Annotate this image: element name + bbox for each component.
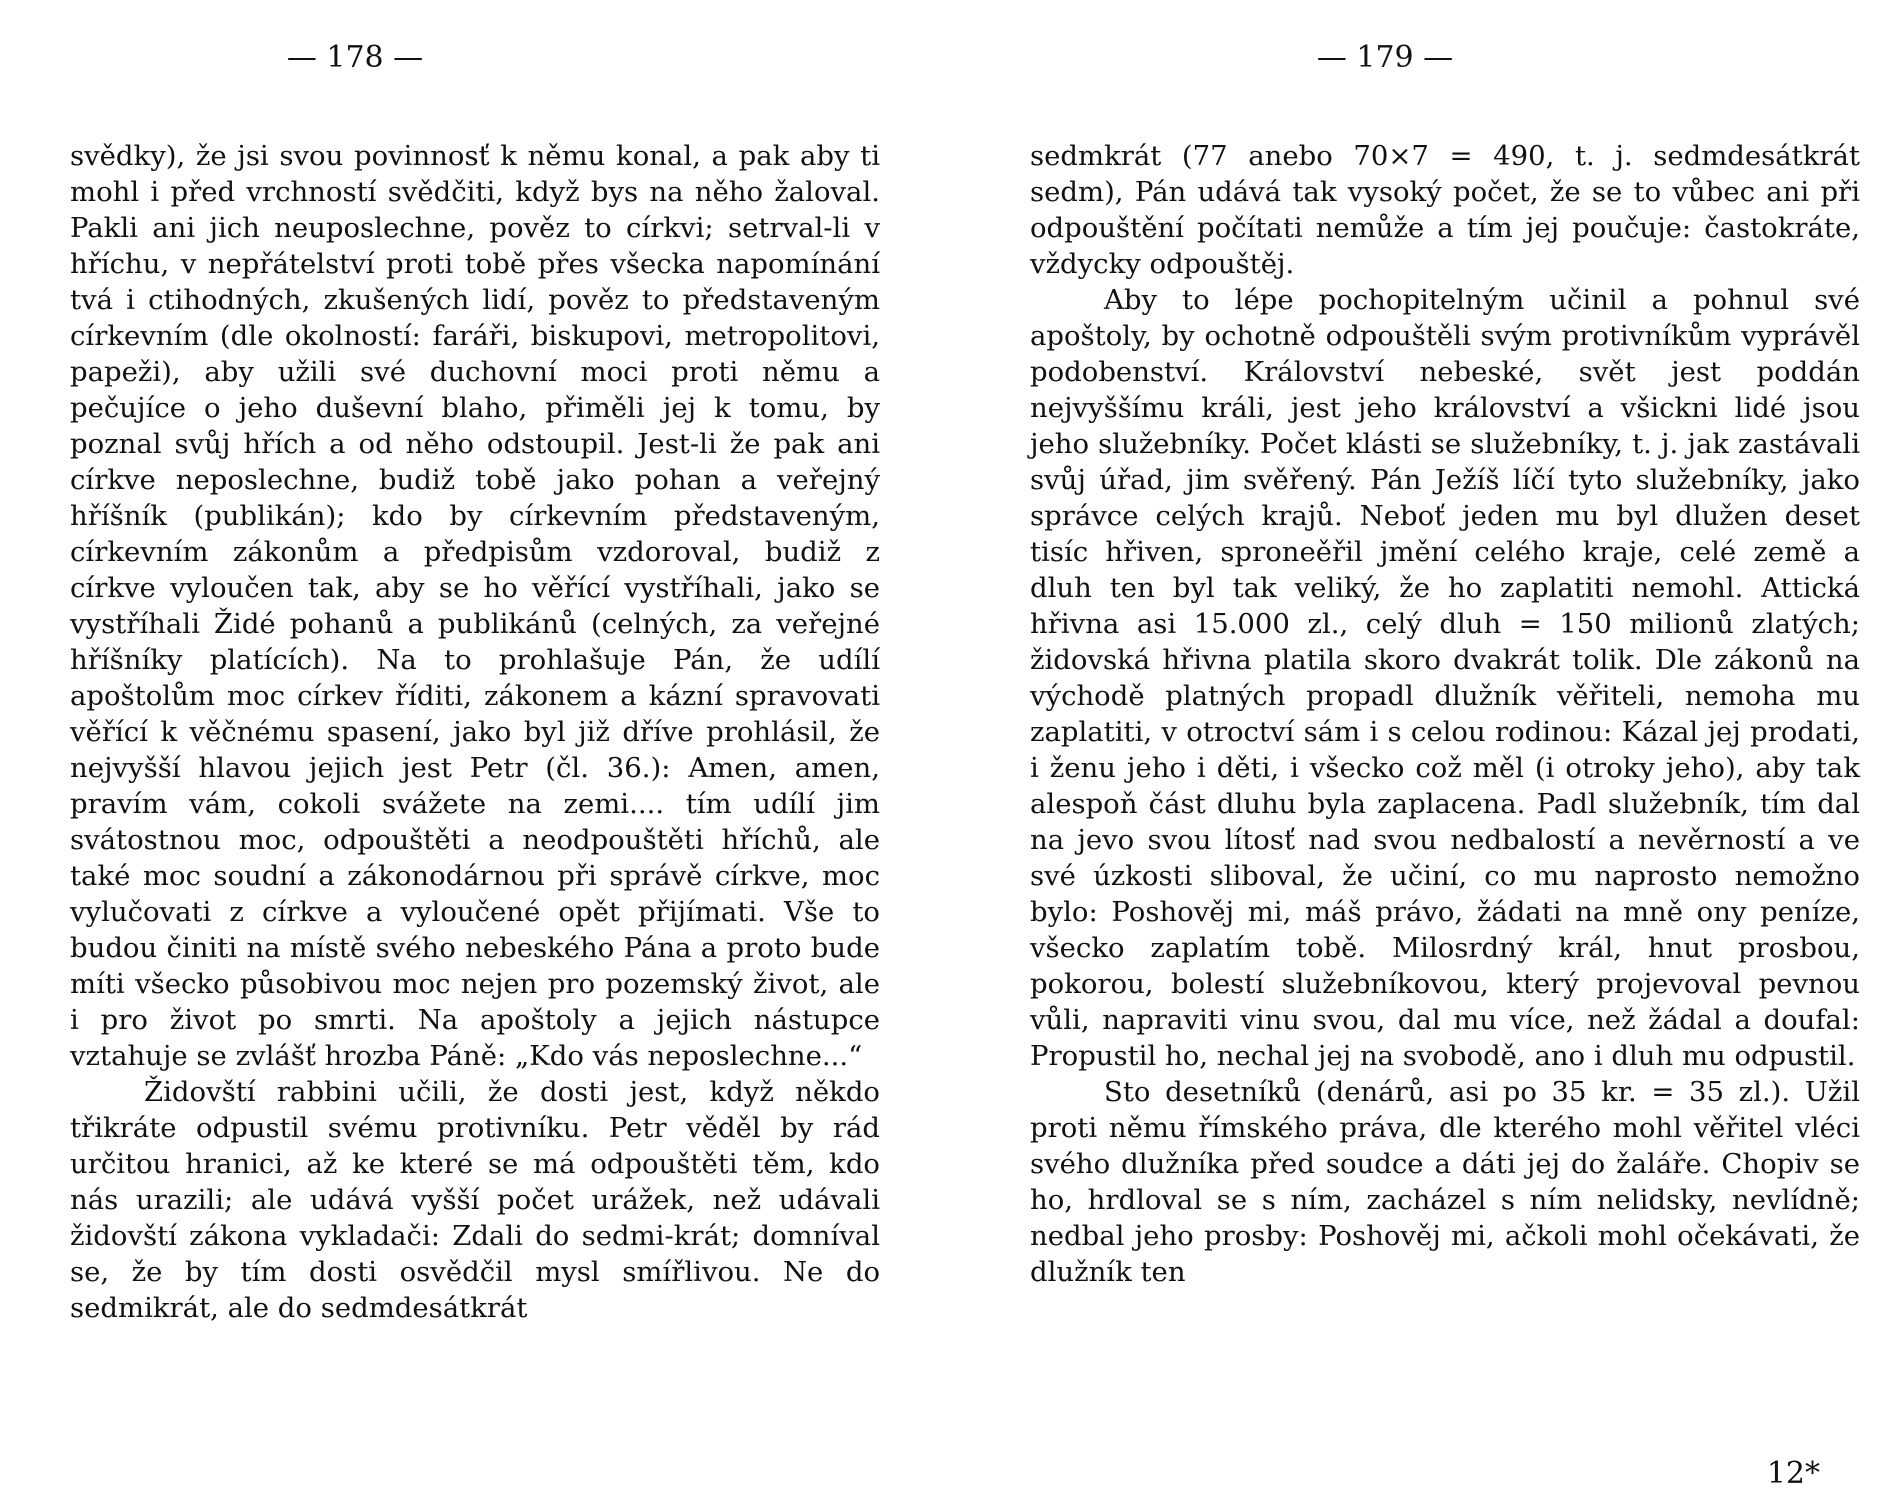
paragraph: sedmkrát (77 anebo 70×7 = 490, t. j. sedmdesátkrát sedm), Pán udává tak vysoký počet, že se to vůbec ani při odpouštění počítati nemůže a tím jej poučuje: častokráte, vždycky odpouštěj. xyxy=(1030,140,1860,280)
paragraph: Sto desetníků (denárů, asi po 35 kr. = 35 zl.). Užil proti němu římského práva, dle kterého mohl věřitel vléci svého dlužníka před soudce a dáti jej do žaláře. Chopiv se ho, hrdloval se s ním, zacházel s ním nelidsky, nevlídně; nedbal jeho prosby: Poshověj mi, ačkoli mohl očekávati, že dlužník ten xyxy=(1030,1076,1860,1288)
left-page xyxy=(40,38,880,1478)
page-number-right: — 179 — xyxy=(1316,40,1454,75)
right-page-text xyxy=(1030,138,1860,1290)
page-number-left: — 178 — xyxy=(286,40,424,75)
paragraph: svědky), že jsi svou povinnosť k němu konal, a pak aby ti mohl i před vrchností svědčiti, když bys na něho žaloval. Pakli ani jich neuposlechne, pověz to církvi; setrval-li v hříchu, v nepřátelství proti tobě přes všecka napomínání tvá i ctihodných, zkušených lidí, pověz to představeným církevním (dle okolností: faráři, biskupovi, metropolitovi, papeži), aby užili své duchovní moci proti němu a pečujíce o jeho duševní blaho, přiměli jej k tomu, by poznal svůj hřích a od něho odstoupil. Jest-li že pak ani církve neposlechne, budiž tobě jako pohan a veřejný hříšník (publikán); kdo by církevním představeným, církevním zákonům a předpisům vzdoroval, budiž z církve vyloučen tak, aby se ho věřící vystříhali, jako se vystříhali Židé pohanů a publikánů (celných, za veřejné hříšníky platících). Na to prohlašuje Pán, že udílí apoštolům moc církev říditi, zákonem a kázní spravovati věřící k věčnému spasení, jako byl již dříve prohlásil, že nejvyšší hlavou jejich jest Petr (čl. 36.): Amen, amen, pravím vám, cokoli svážete na zemi.... tím udílí jim svátostnou moc, odpouštěti a neodpouštěti hříchů, ale také moc soudní a zákonodárnou při správě církve, moc vylučovati z církve a vyloučené opět přijímati. Vše to budou činiti na místě svého nebeského Pána a proto bude míti všecko působivou moc nejen pro pozemský život, ale i pro život po smrti. Na apoštoly a jejich nástupce vztahuje se zvlášť hrozba Páně: „Kdo vás neposlechne...“ xyxy=(70,140,880,1072)
signature-mark: 12* xyxy=(1766,1456,1820,1491)
left-page-text xyxy=(70,138,880,1326)
paragraph: Židovští rabbini učili, že dosti jest, když někdo třikráte odpustil svému protivníku. Petr věděl by rád určitou hranici, až ke které se má odpouštěti těm, kdo nás urazili; ale udává vyšší počet urážek, než udávali židovští zákona vykladači: Zdali do sedmi-krát; domníval se, že by tím dosti osvědčil mysl smířlivou. Ne do sedmikrát, ale do sedmdesátkrát xyxy=(70,1076,880,1324)
paragraph: Aby to lépe pochopitelným učinil a pohnul své apoštoly, by ochotně odpouštěli svým protivníkům vyprávěl podobenství. Království nebeské, svět jest poddán nejvyššímu králi, jest jeho království a všickni lidé jsou jeho služebníky. Počet klásti se služebníky, t. j. jak zastávali svůj úřad, jim svěřený. Pán Ježíš líčí tyto služebníky, jako správce celých krajů. Neboť jeden mu byl dlužen deset tisíc hřiven, sproneěřil jmění celého kraje, celé země a dluh ten byl tak veliký, že ho zaplatiti nemohl. Attická hřivna asi 15.000 zl., celý dluh = 150 milionů zlatých; židovská hřivna platila skoro dvakrát tolik. Dle zákonů na východě platných propadl dlužník věřiteli, nemoha mu zaplatiti, v otroctví sám i s celou rodinou: Kázal jej prodati, i ženu jeho i děti, i všecko což měl (i otroky jeho), aby tak alespoň část dluhu byla zaplacena. Padl služebník, tím dal na jevo svou lítosť nad svou nedbalostí a nevěrností a ve své úzkosti sliboval, že učiní, co mu naprosto nemožno bylo: Poshověj mi, máš právo, žádati na mně ony peníze, všecko zaplatím tobě. Milosrdný král, hnut prosbou, pokorou, bolestí služebníkovou, který projevoval pevnou vůli, napraviti vinu svou, dal mu více, než žádal a doufal: Propustil ho, nechal jej na svobodě, ano i dluh mu odpustil. xyxy=(1030,284,1860,1072)
right-page xyxy=(1030,38,1860,1491)
